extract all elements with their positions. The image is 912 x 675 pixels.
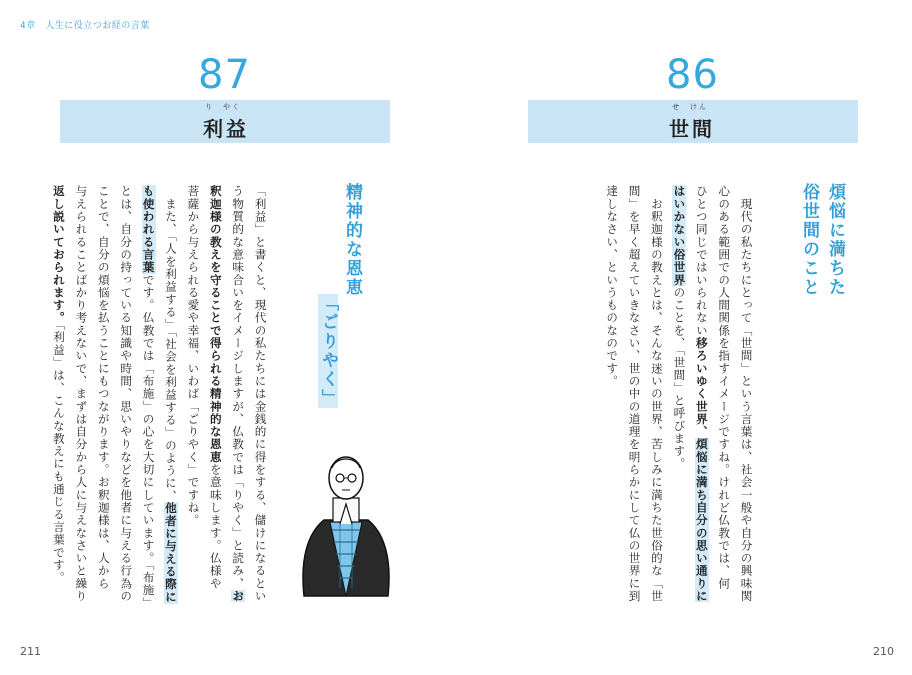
body-line-segment: とは、自分の持っている知識や時間、思いやりなどを他者に与える行為の (119, 185, 134, 603)
body-line (628, 185, 640, 602)
body-line-segment: も使われる言葉 (141, 185, 156, 274)
body-line-segment: 他者に与える際に (163, 502, 178, 604)
body-line-segment: 現代の私たちにとって「世間」という言葉は、社会一般や自分の興味関 (739, 185, 754, 603)
body-line-segment: 「利益」と書くと、現代の私たちには金銭的に得をする、儲けになるとい (253, 185, 268, 603)
body-line (650, 185, 662, 602)
body-line-segment: 間」を早く超えていきなさい、世の中の道理を明らかにして仏の世界に到 (627, 185, 642, 603)
body-line-segment: はいかない俗世界 (672, 185, 687, 287)
body-line (120, 185, 132, 602)
entry-title-left: 利益 (203, 117, 249, 141)
body-line (718, 185, 730, 590)
body-line-segment: 釈迦様の教えを守ることで得られる精神的な恩恵 (208, 185, 223, 464)
body-line-segment: 「利益」は、こんな教えにも通じる言葉です。 (51, 324, 66, 585)
body-line-segment: のことを、「世間」と呼びます。 (672, 286, 687, 471)
heading-left-line2 (316, 294, 341, 408)
body-line (142, 185, 154, 609)
body-line-segment: ことで、自分の煩悩を払うことにもつながります。お釈迦様は、人から (96, 185, 111, 590)
monk-illustration (296, 438, 396, 598)
entry-number-right: 86 (666, 52, 719, 98)
title-ruby-right: せ けん (672, 103, 708, 111)
body-line (209, 185, 221, 590)
page-number-left: 211 (20, 645, 41, 658)
body-line-segment: また、「人を利益する」「社会を利益する」のように、 (163, 185, 178, 503)
body-line-segment: 菩薩から与えられる愛や幸福、いわば「ごりやく」ですね。 (186, 185, 201, 527)
page-number-right: 210 (873, 645, 894, 658)
entry-number-left: 87 (198, 52, 251, 98)
heading-right-line1: 煩悩に満ちた (825, 183, 845, 297)
heading-left-line2-text: 「ごりやく」 (318, 294, 338, 408)
body-line-segment: 与えられることばかり考えないで、まずは自分から人に与えなさいと繰り (74, 185, 89, 603)
body-line-segment: 返し説いておられます。 (51, 185, 66, 325)
body-line (232, 185, 244, 602)
heading-left-line1: 精神的な恩恵 (342, 183, 362, 297)
title-ruby-left: り やく (205, 103, 241, 111)
body-line-segment: 達しなさい、というものなのです。 (605, 185, 620, 388)
body-line (254, 185, 266, 602)
body-line-segment: お (231, 589, 246, 603)
body-line (740, 185, 752, 602)
body-line (187, 185, 199, 527)
body-line-segment: う物質的な意味合いをイメージしますが、仏教では「りやく」と読み、 (231, 185, 246, 590)
body-line (673, 185, 685, 470)
body-line (695, 185, 707, 602)
body-line-segment: お釈迦様の教えとは、そんな迷いの世界、苦しみに満ちた世俗的な「世 (649, 185, 664, 603)
body-line-segment: を意味します。仏様や (208, 463, 223, 590)
body-line (52, 185, 64, 584)
body-line-segment: です。仏教では「布施」の心を大切にしています。「布施」 (141, 273, 156, 610)
body-line-segment: ひとつ同じではいられない (694, 185, 709, 337)
body-line-segment: 心のある範囲での人間関係を指すイメージですね。けれど仏教では、何 (717, 185, 732, 590)
body-line (97, 185, 109, 590)
body-line (606, 185, 618, 387)
chapter-header: 4章 人生に役立つお経の言葉 (20, 21, 150, 31)
body-line-segment: 煩悩に満ち自分の思い通りに (694, 438, 709, 603)
body-line-segment: 移ろいゆく世界、 (694, 336, 709, 439)
body-line (164, 185, 176, 604)
body-line (75, 185, 87, 602)
heading-right-line2: 俗世間のこと (799, 183, 819, 297)
entry-title-right: 世間 (669, 117, 715, 141)
